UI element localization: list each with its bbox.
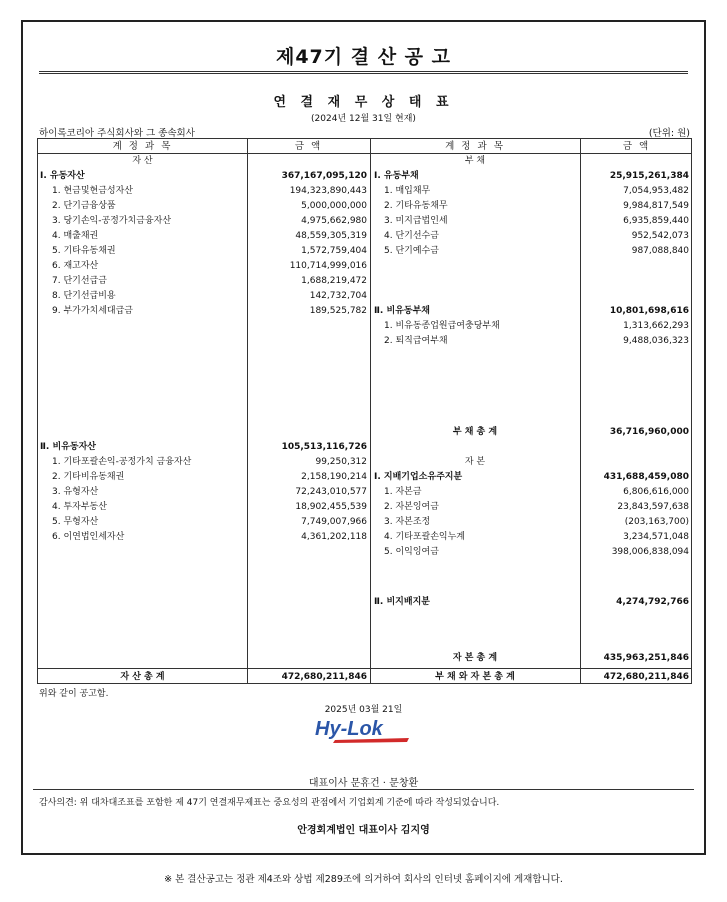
title-divider — [39, 71, 688, 75]
nci-row — [374, 595, 689, 610]
row-amount: 194,323,890,443 — [289, 186, 367, 196]
row-label: 7. 단기선급금 — [52, 276, 107, 286]
row-amount: 987,088,840 — [631, 246, 689, 256]
table-row — [52, 184, 367, 199]
row-amount: 48,559,305,319 — [295, 231, 367, 241]
total-liabilities-label: 부 채 총 계 — [452, 427, 498, 437]
parent-equity-row — [374, 470, 689, 485]
row-label: 4. 투자부동산 — [52, 502, 107, 512]
row-amount: 189,525,782 — [309, 306, 367, 316]
table-row — [52, 515, 367, 530]
signing-date: 2025년 03월 21일 — [324, 705, 403, 715]
row-label: 1. 매입채무 — [384, 186, 431, 196]
table-row — [384, 515, 689, 530]
table-row — [52, 259, 367, 274]
table-row — [52, 199, 367, 214]
row-label: 6. 이연법인세자산 — [52, 532, 125, 542]
table-row — [384, 214, 689, 229]
table-row — [52, 530, 367, 545]
table-row — [52, 229, 367, 244]
row-label: 4. 기타포괄손익누계 — [384, 532, 466, 542]
row-amount: 4,274,792,766 — [616, 597, 689, 607]
row-label: 3. 자본조정 — [384, 517, 431, 527]
row-label: 5. 기타유동채권 — [52, 246, 116, 256]
closing-statement: 위와 같이 공고함. — [39, 689, 109, 699]
noncurrent-assets-row — [40, 440, 367, 455]
row-amount: 1,688,219,472 — [301, 276, 367, 286]
row-amount: 105,513,116,726 — [281, 442, 367, 452]
row-amount: 6,806,616,000 — [623, 487, 689, 497]
row-label: 3. 미지급법인세 — [384, 216, 448, 226]
row-label: 2. 단기금융상품 — [52, 201, 116, 211]
row-amount: 398,006,838,094 — [611, 547, 689, 557]
footnote: ※ 본 결산공고는 정관 제4조와 상법 제289조에 의거하여 회사의 인터넷 홈페이지에 게재합니다. — [164, 874, 563, 885]
row-amount: 9,984,817,549 — [623, 201, 689, 211]
audit-opinion: 감사의견: 위 대차대조표를 포함한 제 47기 연결재무제표는 중요성의 관점에서 기업회계 기준에 따라 작성되었습니다. — [39, 798, 500, 808]
table-row — [384, 229, 689, 244]
row-amount: 4,975,662,980 — [301, 216, 367, 226]
row-label: Ⅰ. 지배기업소유주지분 — [374, 472, 463, 482]
balance-sheet-table — [37, 138, 692, 684]
row-amount: 10,801,698,616 — [609, 306, 689, 316]
row-label: 8. 단기선급비용 — [52, 291, 116, 301]
row-amount: 110,714,999,016 — [289, 261, 367, 271]
row-label: Ⅱ. 비지배지분 — [374, 597, 430, 607]
row-amount: 142,732,704 — [309, 291, 367, 301]
row-label: 9. 부가가치세대급금 — [52, 306, 134, 316]
logo-text: Hy-Lok — [315, 718, 383, 740]
row-amount: (203,163,700) — [624, 517, 689, 527]
column-divider — [370, 139, 371, 683]
table-row — [384, 199, 689, 214]
row-label: 3. 유형자산 — [52, 487, 99, 497]
statement-title: 연 결 재 무 상 태 표 — [273, 95, 454, 110]
table-row — [384, 530, 689, 545]
row-label: 2. 기타유동채무 — [384, 201, 448, 211]
table-row — [384, 244, 689, 259]
row-amount: 7,054,953,482 — [623, 186, 689, 196]
row-amount: 25,915,261,384 — [609, 171, 689, 181]
liabilities-section-title: 부 채 — [464, 156, 486, 166]
table-row — [52, 274, 367, 289]
company-name: 하이록코리아 주식회사와 그 종속회사 — [39, 128, 195, 139]
row-amount: 5,000,000,000 — [301, 201, 367, 211]
header-account-left: 계 정 과 목 — [112, 141, 173, 152]
unit-label: (단위: 원) — [648, 128, 690, 139]
row-label: 5. 무형자산 — [52, 517, 99, 527]
total-assets-amount: 472,680,211,846 — [281, 672, 367, 682]
row-label: Ⅰ. 유동자산 — [40, 171, 85, 181]
row-amount: 7,749,007,966 — [301, 517, 367, 527]
table-row — [384, 319, 689, 334]
table-row — [384, 485, 689, 500]
row-label: 1. 현금및현금성자산 — [52, 186, 134, 196]
row-amount: 4,361,202,118 — [301, 532, 367, 542]
row-label: Ⅱ. 비유동자산 — [40, 442, 96, 452]
notice-frame — [21, 20, 706, 855]
table-row — [52, 455, 367, 470]
row-amount: 431,688,459,080 — [603, 472, 689, 482]
as-of-date: (2024년 12월 31일 현재) — [311, 114, 416, 124]
total-assets-label: 자 산 총 계 — [120, 672, 165, 682]
row-label: 2. 자본잉여금 — [384, 502, 439, 512]
total-equity-amount: 435,963,251,846 — [603, 653, 689, 663]
row-amount: 1,572,759,404 — [301, 246, 367, 256]
row-label: 4. 단기선수금 — [384, 231, 439, 241]
row-amount: 3,234,571,048 — [623, 532, 689, 542]
current-assets-row — [40, 169, 367, 184]
equity-section-title: 자 본 — [464, 457, 486, 467]
row-label: 5. 단기예수금 — [384, 246, 439, 256]
row-label: Ⅱ. 비유동부채 — [374, 306, 430, 316]
table-row — [52, 470, 367, 485]
table-row — [384, 545, 689, 560]
header-amount-right: 금 액 — [622, 141, 651, 152]
table-row — [52, 214, 367, 229]
row-amount: 9,488,036,323 — [623, 336, 689, 346]
row-label: 4. 매출채권 — [52, 231, 99, 241]
current-liabilities-row — [374, 169, 689, 184]
table-row — [52, 289, 367, 304]
total-equity-label: 자 본 총 계 — [452, 653, 498, 663]
footer-divider — [33, 789, 694, 790]
row-amount: 6,935,859,440 — [623, 216, 689, 226]
total-divider — [38, 668, 691, 669]
row-label: 1. 자본금 — [384, 487, 422, 497]
table-row — [52, 500, 367, 515]
table-row — [384, 500, 689, 515]
table-row — [384, 184, 689, 199]
assets-section-title: 자 산 — [132, 156, 153, 166]
row-amount: 2,158,190,214 — [301, 472, 367, 482]
header-amount-left: 금 액 — [294, 141, 323, 152]
row-label: 5. 이익잉여금 — [384, 547, 439, 557]
row-label: 6. 재고자산 — [52, 261, 99, 271]
table-row — [52, 304, 367, 319]
row-amount: 1,313,662,293 — [623, 321, 689, 331]
total-liabilities-equity-amount: 472,680,211,846 — [603, 672, 689, 682]
row-label: 2. 퇴직급여부채 — [384, 336, 448, 346]
row-amount: 99,250,312 — [315, 457, 367, 467]
row-amount: 367,167,095,120 — [281, 171, 367, 181]
row-label: 1. 기타포괄손익-공정가치 금융자산 — [52, 457, 192, 467]
table-row — [384, 334, 689, 349]
row-amount: 18,902,455,539 — [295, 502, 367, 512]
ceo-names: 대표이사 문휴건 · 문창환 — [308, 778, 419, 789]
row-amount: 952,542,073 — [631, 231, 689, 241]
row-label: 1. 비유동종업원급여충당부채 — [384, 321, 500, 331]
header-account-right: 계 정 과 목 — [445, 141, 505, 152]
row-label: 2. 기타비유동채권 — [52, 472, 125, 482]
table-row — [52, 485, 367, 500]
row-amount: 23,843,597,638 — [617, 502, 689, 512]
row-amount: 72,243,010,577 — [295, 487, 367, 497]
table-row — [52, 244, 367, 259]
notice-title: 제47기 결 산 공 고 — [275, 46, 452, 68]
row-label: Ⅰ. 유동부채 — [374, 171, 419, 181]
auditor-name: 안경회계법인 대표이사 김지영 — [297, 825, 430, 836]
row-label: 3. 당기손익-공정가치금융자산 — [52, 216, 172, 226]
hylok-logo — [313, 715, 413, 745]
noncurrent-liabilities-row — [374, 304, 689, 319]
total-liabilities-equity-label: 부 채 와 자 본 총 계 — [435, 672, 515, 682]
total-liabilities-amount: 36,716,960,000 — [609, 427, 689, 437]
